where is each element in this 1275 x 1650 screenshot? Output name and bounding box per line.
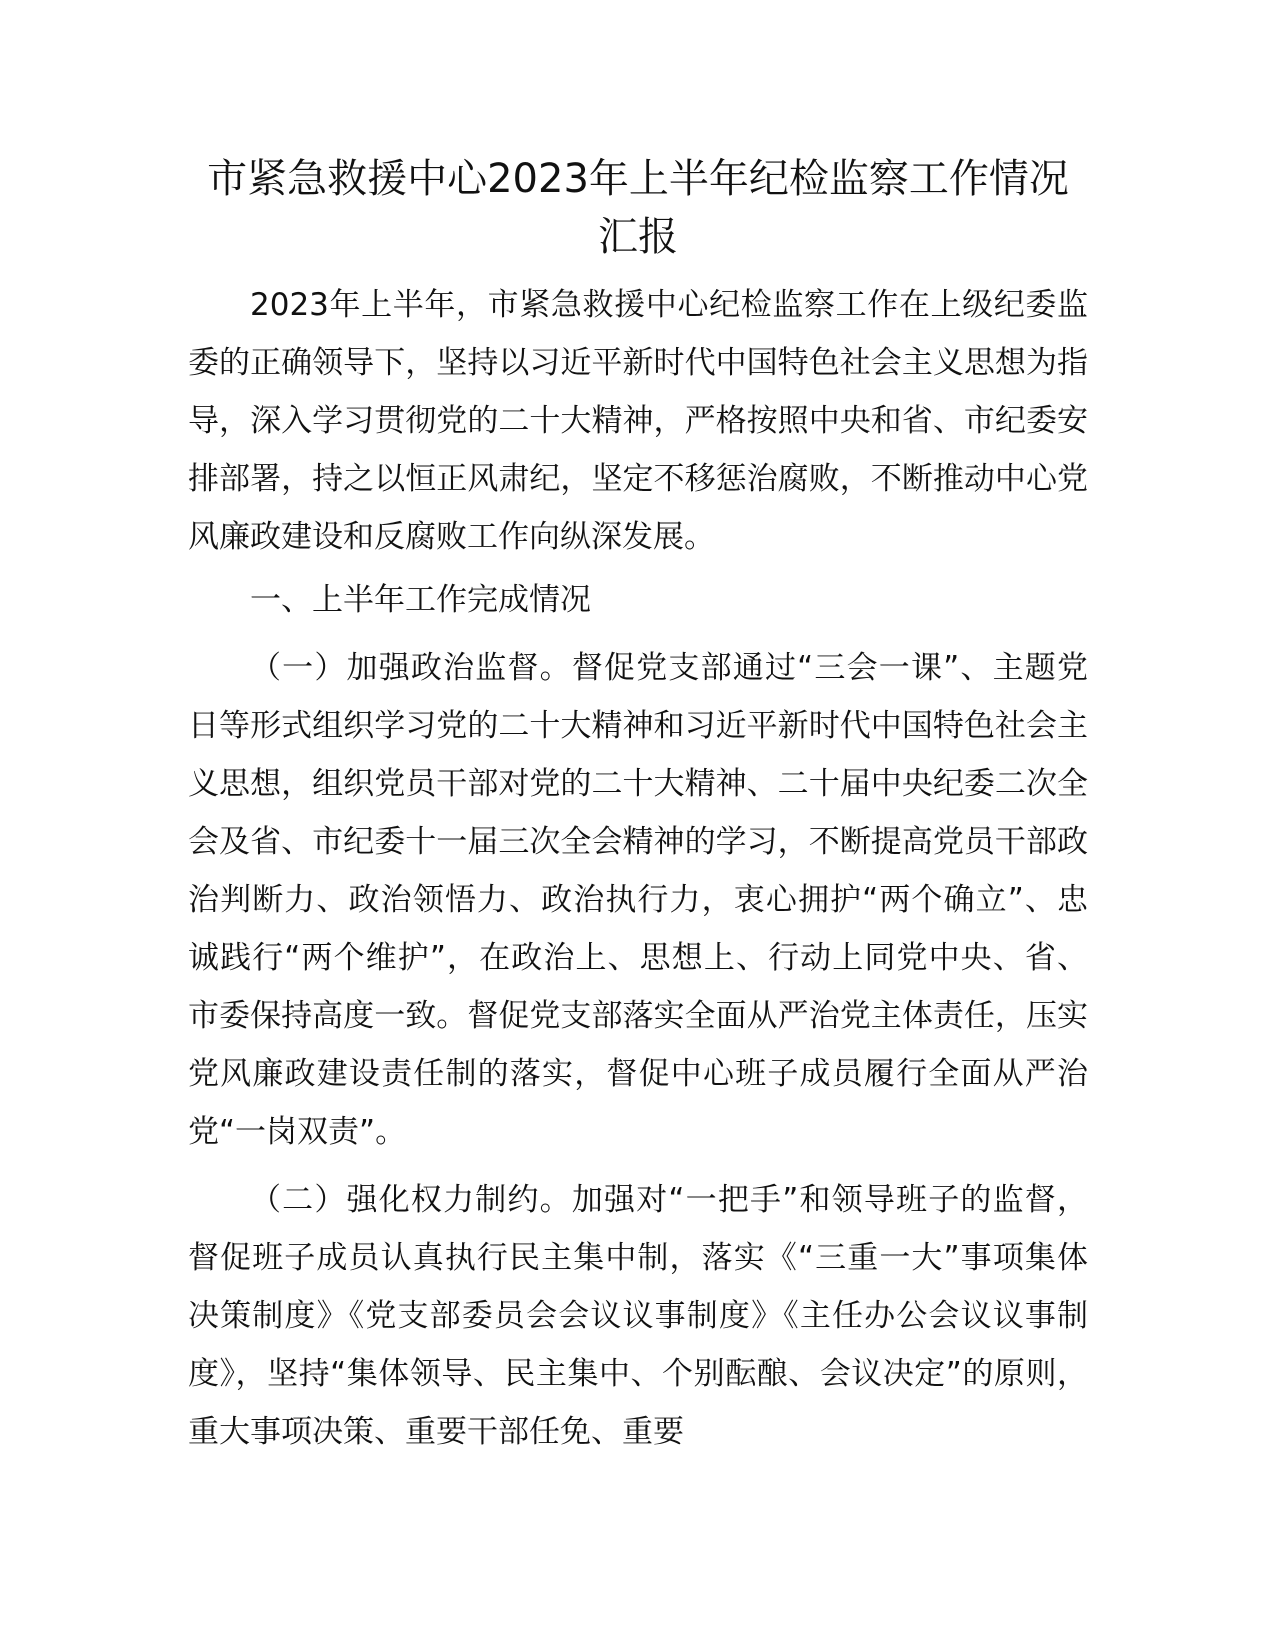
section-heading-one: 一、上半年工作完成情况	[250, 582, 591, 618]
intro-paragraph: 2023年上半年，市紧急救援中心纪检监察工作在上级纪委监委的正确领导下，坚持以习近平新时代中国特色社会主义思想为指导，深入学习贯彻党的二十大精神，严格按照中央和省、市纪委安排部署，持之以恒正风肃纪，坚定不移惩治腐败，不断推动中心党风廉政建设和反腐败工作向纵深发展。	[188, 287, 1088, 555]
section-two-paragraph: （二）强化权力制约。加强对“一把手”和领导班子的监督，督促班子成员认真执行民主集中制，落实《“三重一大”事项集体决策制度》《党支部委员会会议议事制度》《主任办公会议议事制度》，坚持“集体领导、民主集中、个别酝酿、会议决定”的原则，重大事项决策、重要干部任免、重要	[188, 1182, 1088, 1450]
section-one-paragraph: （一）加强政治监督。督促党支部通过“三会一课”、主题党日等形式组织学习党的二十大精神和习近平新时代中国特色社会主义思想，组织党员干部对党的二十大精神、二十届中央纪委二次全会及省、市纪委十一届三次全会精神的学习，不断提高党员干部政治判断力、政治领悟力、政治执行力，衷心拥护“两个确立”、忠诚践行“两个维护”，在政治上、思想上、行动上同党中央、省、市委保持高度一致。督促党支部落实全面从严治党主体责任，压实党风廉政建设责任制的落实，督促中心班子成员履行全面从严治党“一岗双责”。	[188, 650, 1088, 1150]
document-page	[188, 150, 1088, 1461]
document-title: 市紧急救援中心2023年上半年纪检监察工作情况汇报	[207, 156, 1069, 260]
